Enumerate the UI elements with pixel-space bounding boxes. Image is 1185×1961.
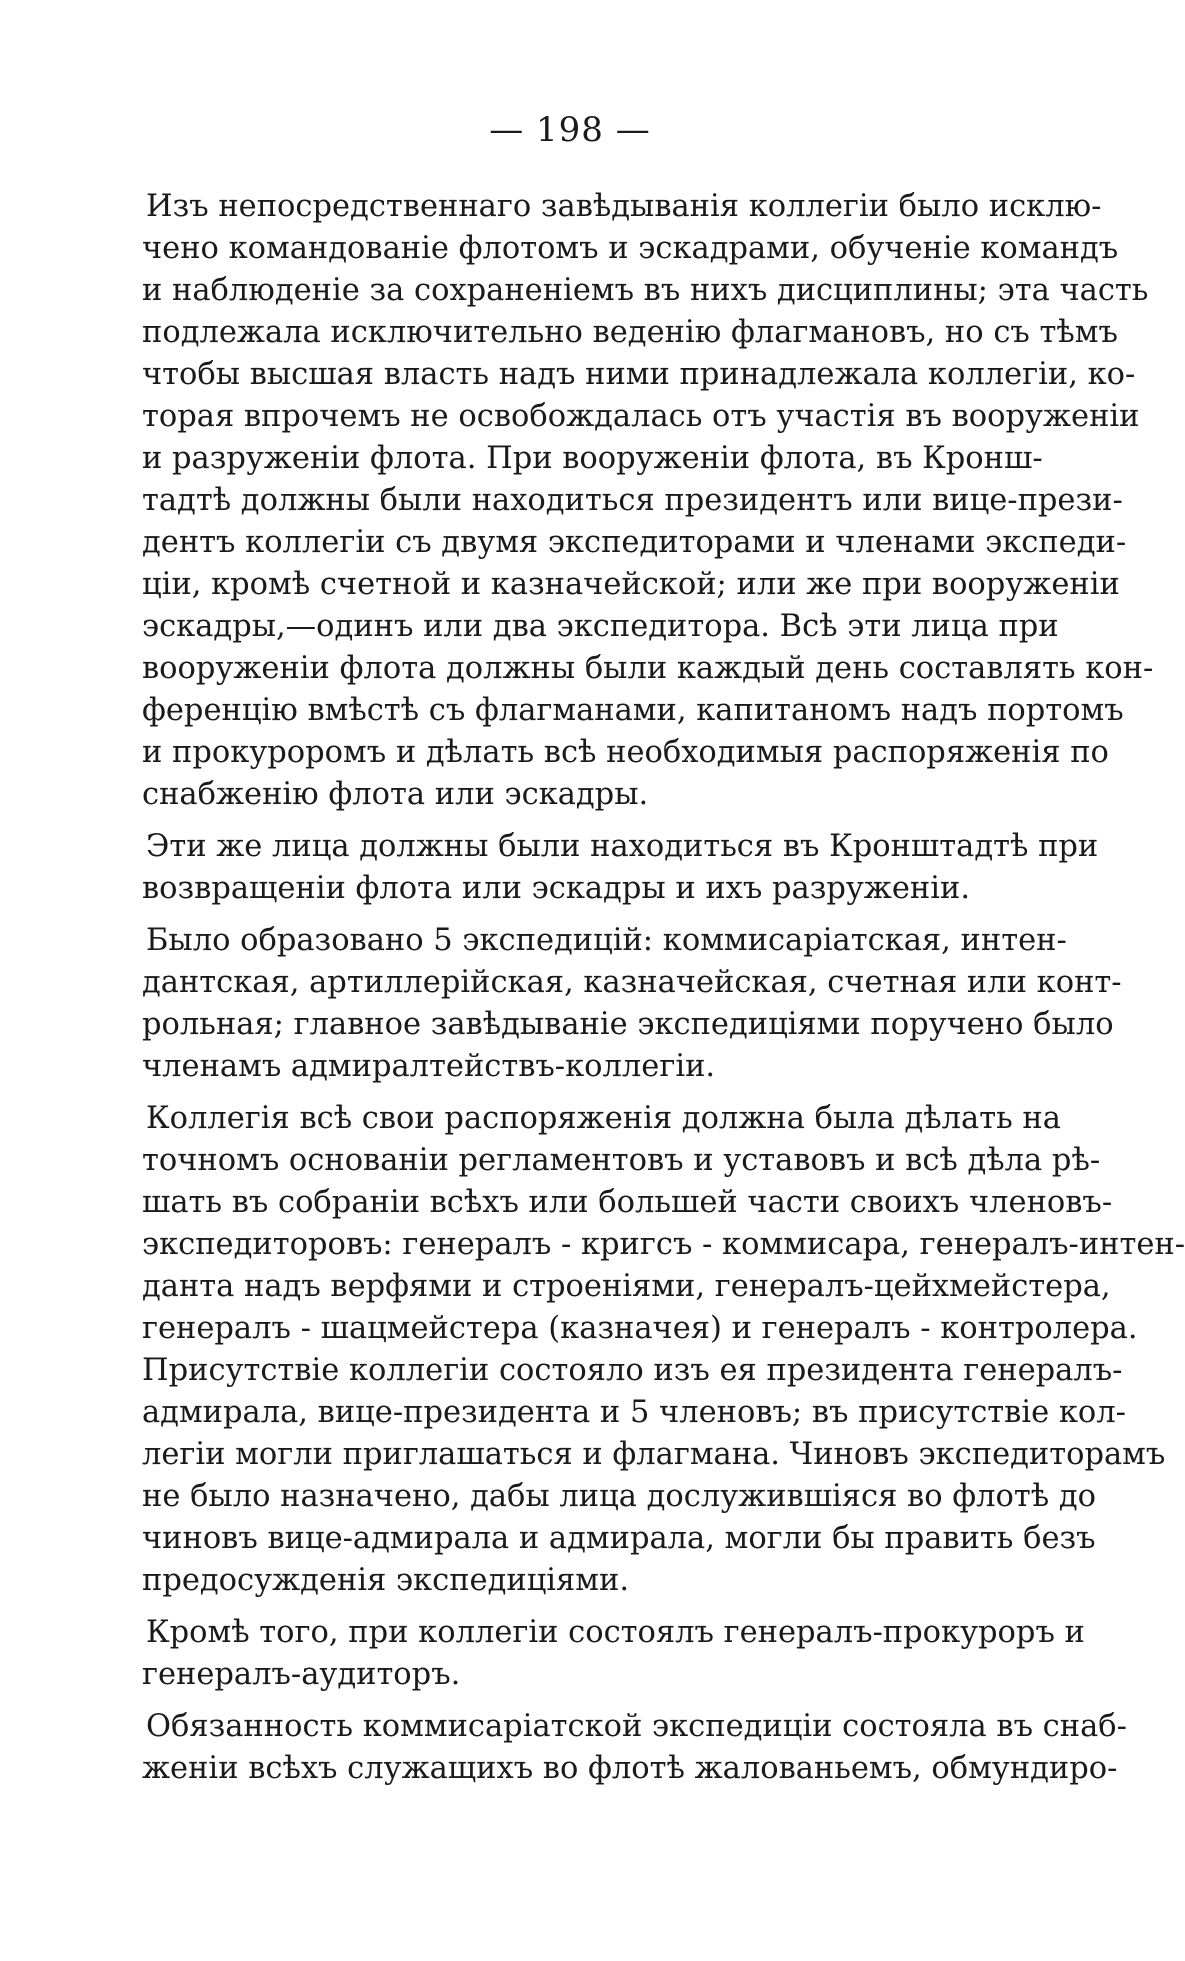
paragraph	[142, 1612, 1085, 1696]
text-line: снабженію флота или эскадры.	[142, 777, 649, 812]
text-line: и прокуроромъ и дѣлать всѣ необходимыя распоряженія по	[142, 735, 1109, 770]
text-line: тадтѣ должны были находиться президентъ или вице-прези-	[142, 483, 1123, 518]
text-line: и наблюденіе за сохраненіемъ въ нихъ дисциплины; эта часть	[142, 273, 1149, 308]
page-number: — 198 —	[489, 110, 651, 150]
text-line: экспедиторовъ: генералъ - кригсъ - коммисара, генералъ-интен-	[142, 1227, 1185, 1262]
text-line: предосужденія экспедиціями.	[142, 1563, 630, 1598]
paragraph	[142, 920, 1122, 1088]
text-line: данта надъ верфями и строеніями, генералъ-цейхмейстера,	[142, 1269, 1111, 1304]
text-line: возвращеніи флота или эскадры и ихъ разруженіи.	[142, 871, 971, 906]
text-line: генералъ-аудиторъ.	[142, 1657, 461, 1692]
text-line: членамъ адмиралтействъ-коллегіи.	[142, 1049, 716, 1084]
text-line: Присутствіе коллегіи состояло изъ ея президента генералъ-	[142, 1353, 1123, 1388]
text-line: Было образовано 5 экспедицій: коммисаріатская, интен-	[146, 923, 1067, 958]
text-line: вооруженіи флота должны были каждый день составлять кон-	[142, 651, 1154, 686]
text-line: чтобы высшая власть надъ ними принадлежала коллегіи, ко-	[142, 357, 1136, 392]
text-line: женіи всѣхъ служащихъ во флотѣ жалованьемъ, обмундиро-	[142, 1751, 1118, 1786]
text-line: Коллегія всѣ свои распоряженія должна была дѣлать на	[146, 1101, 1061, 1136]
text-line: легіи могли приглашаться и флагмана. Чиновъ экспедиторамъ	[142, 1437, 1166, 1472]
text-line: чиновъ вице-адмирала и адмирала, могли бы править безъ	[142, 1521, 1096, 1556]
paragraph	[142, 1706, 1127, 1790]
text-line: дантская, артиллерійская, казначейская, счетная или конт-	[142, 965, 1122, 1000]
text-line: ференцію вмѣстѣ съ флагманами, капитаномъ надъ портомъ	[142, 693, 1124, 728]
page-body-text	[142, 186, 1185, 1800]
text-line: чено командованіе флотомъ и эскадрами, обученіе командъ	[142, 231, 1119, 266]
text-line: генералъ - шацмейстера (казначея) и генералъ - контролера.	[142, 1311, 1138, 1346]
text-line: рольная; главное завѣдываніе экспедиціями поручено было	[142, 1007, 1114, 1042]
text-line: торая впрочемъ не освобождалась отъ участія въ вооруженіи	[142, 399, 1140, 434]
text-line: Обязанность коммисаріатской экспедиціи состояла въ снаб-	[146, 1709, 1127, 1744]
text-line: точномъ основаніи регламентовъ и уставовъ и всѣ дѣла рѣ-	[142, 1143, 1101, 1178]
text-line: ціи, кромѣ счетной и казначейской; или же при вооруженіи	[142, 567, 1120, 602]
text-line: адмирала, вице-президента и 5 членовъ; въ присутствіе кол-	[142, 1395, 1126, 1430]
text-line: не было назначено, дабы лица дослужившіяся во флотѣ до	[142, 1479, 1097, 1514]
text-line: и разруженіи флота. При вооруженіи флота, въ Кронш-	[142, 441, 1043, 476]
paragraph	[142, 1098, 1185, 1602]
text-line: Изъ непосредственнаго завѣдыванія коллегіи было исклю-	[146, 189, 1102, 224]
text-line: шать въ собраніи всѣхъ или большей части своихъ членовъ-	[142, 1185, 1113, 1220]
text-line: подлежала исключительно веденію флагмановъ, но съ тѣмъ	[142, 315, 1118, 350]
text-line: Кромѣ того, при коллегіи состоялъ генералъ-прокуроръ и	[146, 1615, 1085, 1650]
text-line: Эти же лица должны были находиться въ Кронштадтѣ при	[146, 829, 1099, 864]
text-line: дентъ коллегіи съ двумя экспедиторами и членами экспеди-	[142, 525, 1127, 560]
text-line: эскадры,—одинъ или два экспедитора. Всѣ эти лица при	[142, 609, 1059, 644]
paragraph	[142, 186, 1154, 816]
paragraph	[142, 826, 1099, 910]
